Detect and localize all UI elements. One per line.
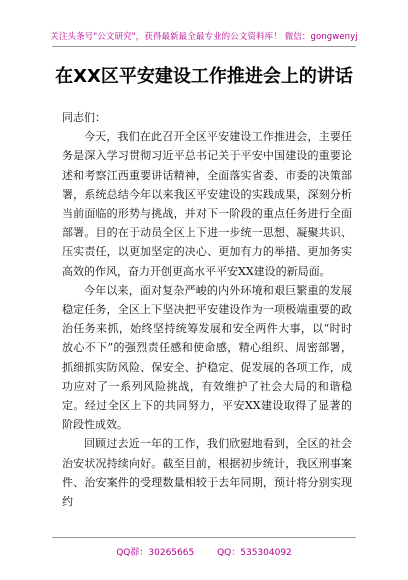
paragraph: 今天，我们在此召开全区平安建设工作推进会，主要任务是深入学习贯彻习近平总书记关于平安中国建设的重要论述和考察江西重要讲话精神，全面落实省委、市委的决策部署，系统总结今年以来我区平安建设的实践成果，深刻分析当前面临的形势与挑战，并对下一阶段的重点任务进行全面部署。目的在于动员全区上下进一步统一思想、凝聚共识、压实责任，以更加坚定的决心、更加有力的举措、更加务实高效的作风，奋力开创更高水平平安XX建设的新局面。	[62, 130, 352, 278]
paragraph: 回顾过去近一年的工作，我们欣慰地看到，全区的社会治安状况持续向好。截至目前，根据初步统计，我区刑事案件、治安案件的受理数量相较于去年同期，预计将分别实现约	[62, 437, 352, 509]
salutation: 同志们：	[62, 111, 106, 124]
footer	[0, 545, 408, 558]
document-body	[62, 108, 352, 511]
footer-qq-group: QQ群：30265665	[116, 548, 195, 558]
paragraph: 今年以来，面对复杂严峻的内外环境和艰巨繁重的发展稳定任务，全区上下坚决把平安建设作为一项极端重要的政治任务来抓，始终坚持统筹发展和安全两件大事，以“时时放心不下”的强烈责任感和使命感，精心组织、周密部署，抓细抓实防风险、保安全、护稳定、促发展的各项工作，成功应对了一系列风险挑战，有效维护了社会大局的和谐稳定。经过全区上下的共同努力，平安XX建设取得了显著的阶段性成效。	[62, 283, 352, 432]
header-note: 关注头条号"公文研究"，获得最新最全最专业的公文资料库！ 微信：gongwenyj	[50, 32, 358, 42]
footer-qq: QQ：535304092	[217, 548, 292, 558]
header-divider	[52, 46, 356, 47]
footer-divider	[52, 537, 356, 538]
document-title: 在XX区平安建设工作推进会上的讲话	[55, 66, 353, 87]
